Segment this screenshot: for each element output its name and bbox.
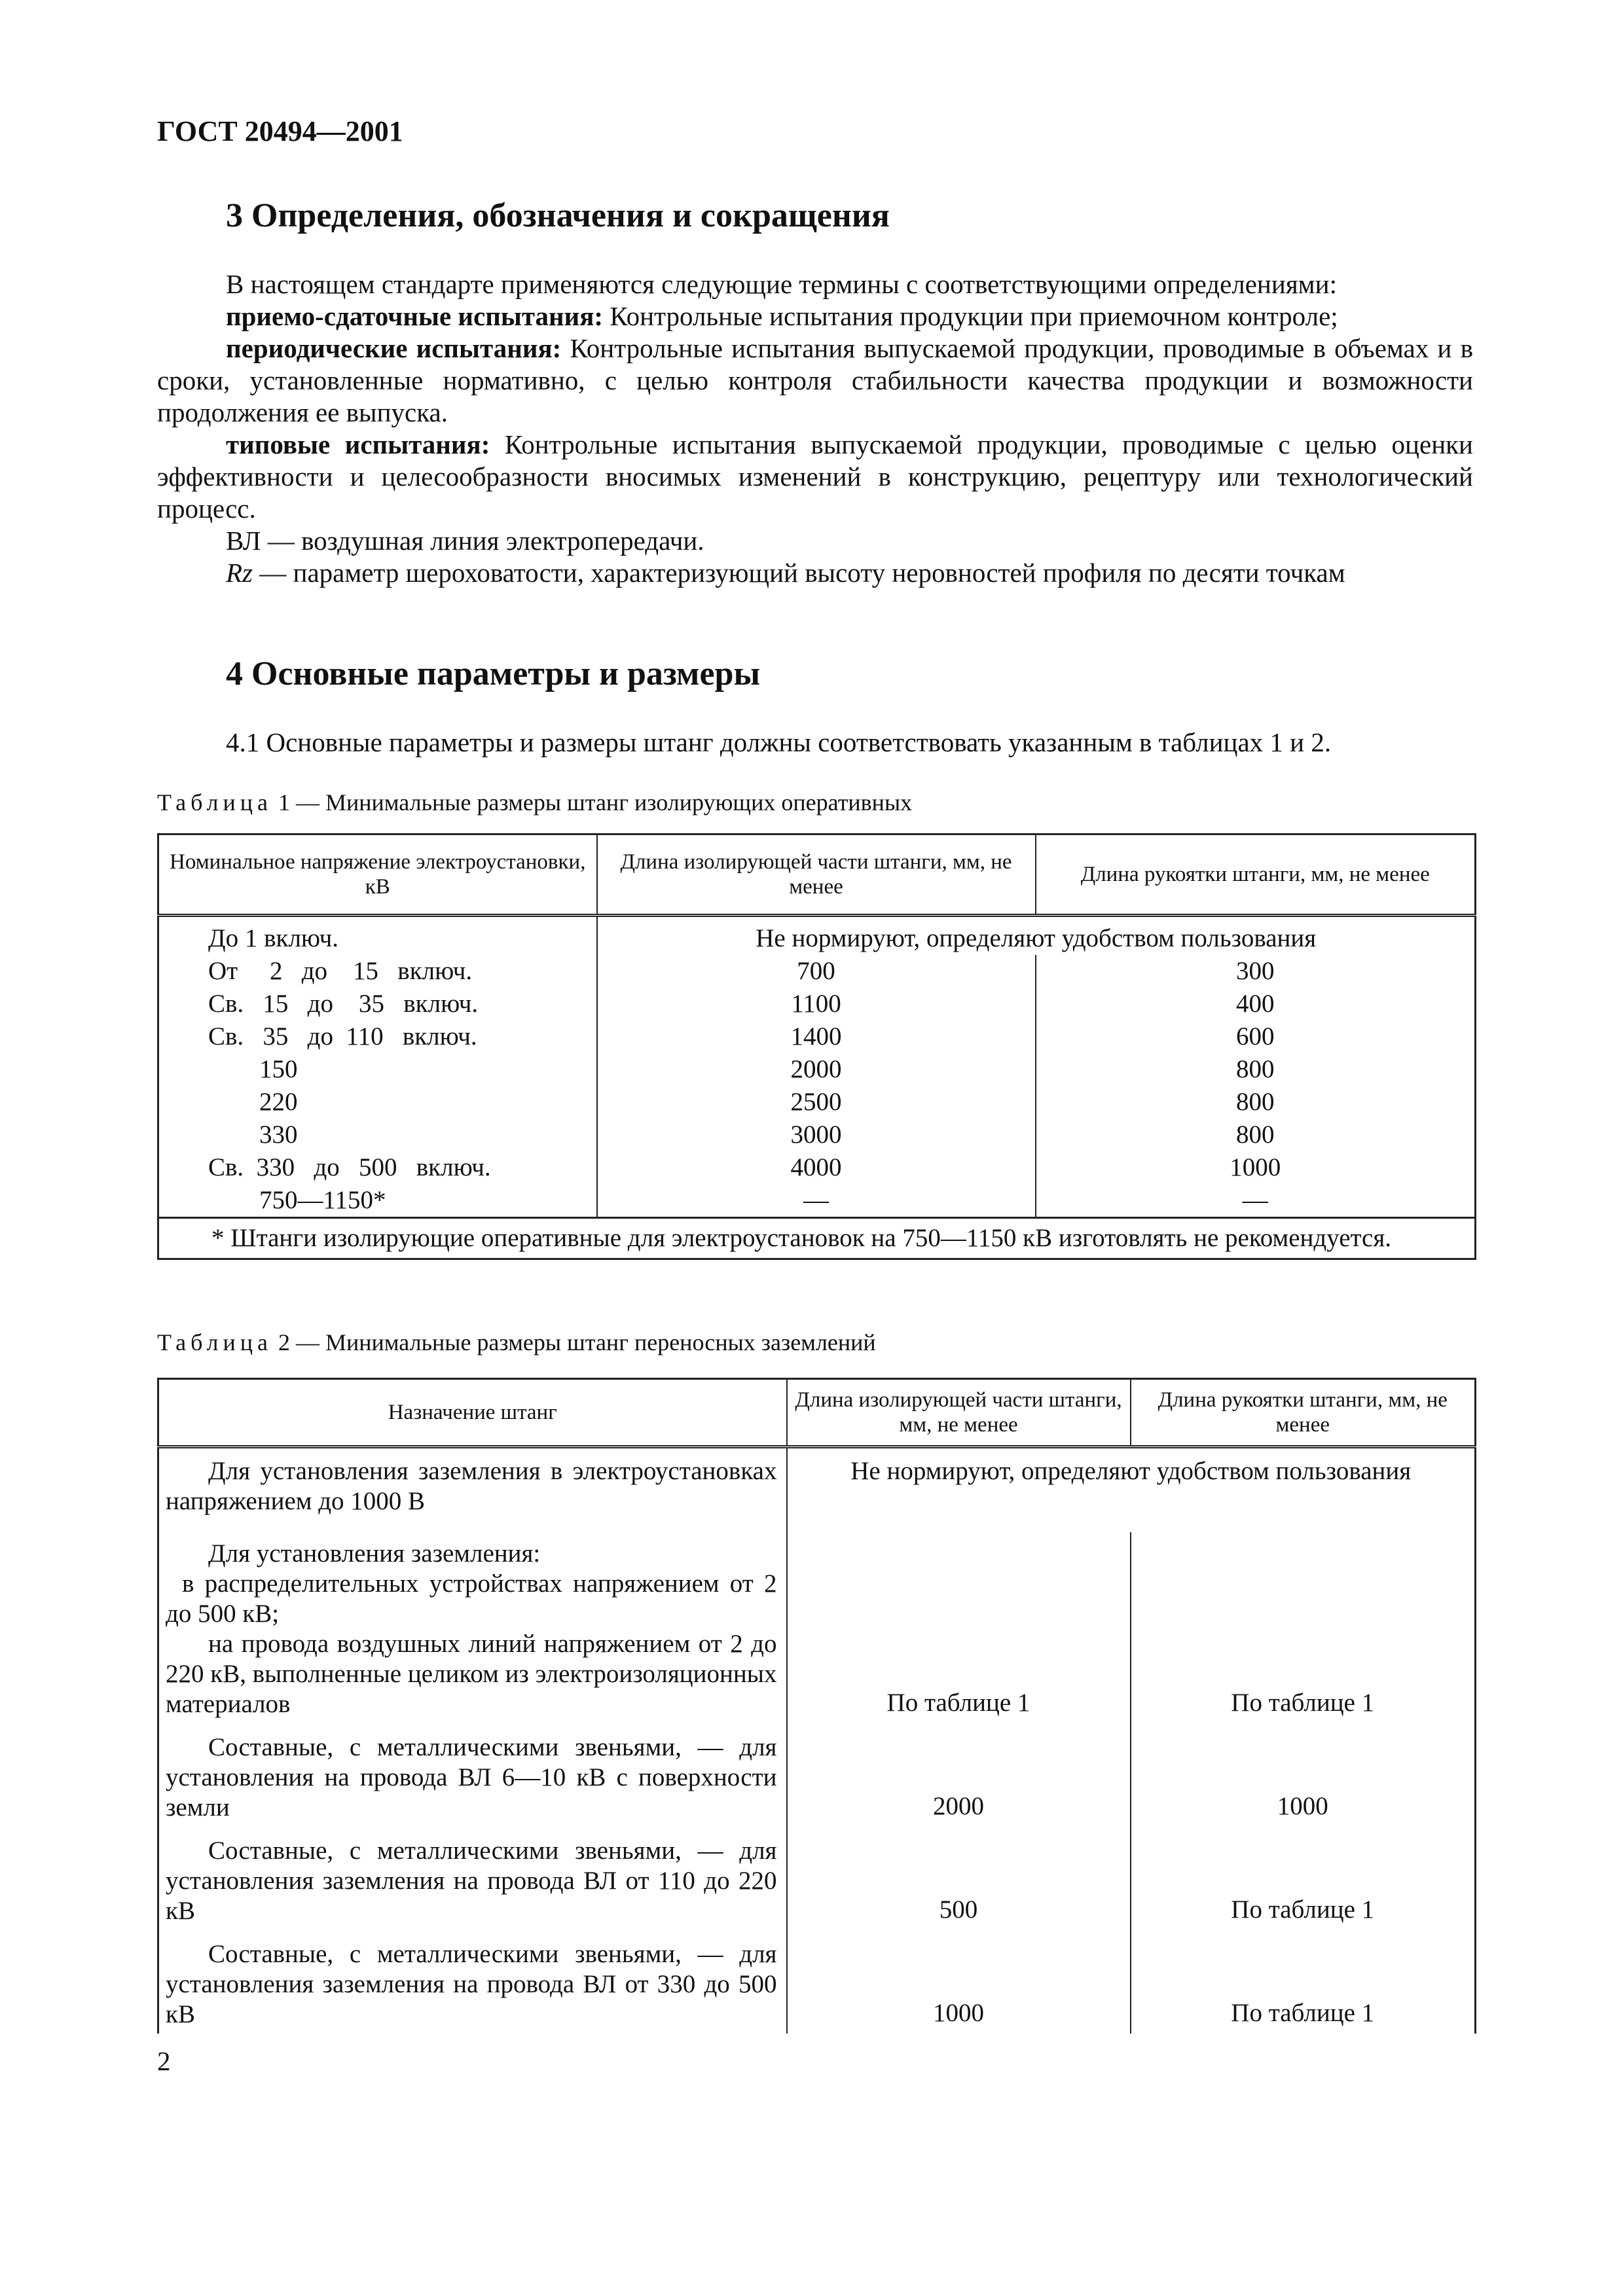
- length-cell: —: [597, 1184, 1036, 1218]
- handle-cell: 300: [1236, 957, 1275, 985]
- handle-cell: 600: [1236, 1022, 1275, 1050]
- page-number: 2: [157, 2046, 171, 2076]
- table-row: [158, 1532, 1476, 1726]
- purpose-cell: [158, 1726, 787, 1829]
- handle-cell: 800: [1236, 1121, 1275, 1149]
- table-1: [157, 833, 1476, 1260]
- section-4-title: 4 Основные параметры и размеры: [226, 655, 761, 692]
- purpose-cell: [158, 1933, 787, 2034]
- term-name: типовые испытания:: [226, 429, 490, 459]
- column-header: Назначение штанг: [158, 1379, 787, 1447]
- rz-symbol: Rz: [226, 558, 253, 588]
- term-definition: Контрольные испытания выпускаемой продукции, проводимые в объемах и в сроки, установленные нормативно, с целью контроля стабильности качества продукции и возможности продолжения ее выпуска.: [157, 333, 1473, 427]
- table-footnote: [158, 1218, 1476, 1259]
- purpose-text: на провода воздушных линий напряжением от 2 до 220 кВ, выполненные целиком из электроизоляционных материалов: [166, 1630, 777, 1718]
- section-3-intro: В настоящем стандарте применяются следующие термины с соответствующими определениями:: [226, 269, 1337, 299]
- purpose-text: Для установления заземления в электроустановках напряжением до 1000 В: [166, 1457, 777, 1515]
- handle-cell: —: [1242, 1186, 1268, 1214]
- length-cell: 4000: [597, 1151, 1036, 1184]
- caption-word: Таблица: [157, 789, 272, 816]
- table-row: [158, 1020, 1476, 1053]
- abbr-rz: [157, 557, 1473, 589]
- length-cell: 500: [939, 1895, 978, 1924]
- table-2: [157, 1378, 1476, 2034]
- table-row: [158, 955, 1476, 988]
- handle-cell: По таблице 1: [1131, 1829, 1476, 1933]
- table-row: [158, 1726, 1476, 1829]
- table-header-row: [158, 1379, 1476, 1447]
- purpose-cell: [158, 1447, 787, 1533]
- section-3-body: [157, 268, 1473, 589]
- term-name: приемо-сдаточные испытания:: [226, 301, 604, 331]
- table-header-row: [158, 834, 1476, 916]
- clause-4-1: 4.1 Основные параметры и размеры штанг должны соответствовать указанным в таблицах 1 и 2.: [226, 727, 1332, 757]
- table-row: [158, 1151, 1476, 1184]
- merged-cell: Не нормируют, определяют удобством пользования: [756, 924, 1317, 952]
- table-row: [158, 988, 1476, 1020]
- length-cell: 2500: [597, 1086, 1036, 1119]
- document-code: ГОСТ 20494—2001: [157, 115, 403, 147]
- purpose-cell: [158, 1829, 787, 1933]
- voltage-cell: 150: [158, 1053, 597, 1086]
- table-row: [158, 1053, 1476, 1086]
- column-header: Длина изолирующей части штанги, мм, не менее: [787, 1379, 1131, 1447]
- abbr-vl: ВЛ — воздушная линия электропередачи.: [226, 526, 704, 556]
- voltage-cell: Св. 330 до 500 включ.: [158, 1151, 597, 1184]
- length-cell: 2000: [597, 1053, 1036, 1086]
- length-cell: 1100: [597, 988, 1036, 1020]
- length-cell: 1400: [597, 1020, 1036, 1053]
- handle-cell: По таблице 1: [1131, 1933, 1476, 2034]
- voltage-cell: До 1 включ.: [158, 916, 597, 956]
- voltage-cell: 220: [158, 1086, 597, 1119]
- term-acceptance: [157, 300, 1473, 332]
- voltage-cell: От 2 до 15 включ.: [158, 955, 597, 988]
- purpose-text: Для установления заземления:: [208, 1539, 541, 1568]
- purpose-text: Составные, с металлическими звеньями, — для установления заземления на провода ВЛ от 110 до 220 кВ: [166, 1837, 777, 1925]
- voltage-cell: Св. 15 до 35 включ.: [158, 988, 597, 1020]
- voltage-cell: 750—1150*: [158, 1184, 597, 1218]
- term-definition: Контрольные испытания продукции при приемочном контроле;: [603, 301, 1338, 331]
- term-periodic: [157, 332, 1473, 429]
- table-row: [158, 1119, 1476, 1151]
- table-row: [158, 1086, 1476, 1119]
- section-3-title: 3 Определения, обозначения и сокращения: [226, 197, 890, 234]
- column-header: Длина рукоятки штанги, мм, не менее: [1131, 1379, 1476, 1447]
- purpose-text: в распределительных устройствах напряжением от 2 до 500 кВ;: [166, 1570, 777, 1628]
- section-4-body: [157, 726, 1473, 759]
- length-cell: 3000: [597, 1119, 1036, 1151]
- table-footnote-row: [158, 1218, 1476, 1259]
- merged-cell: Не нормируют, определяют удобством пользования: [850, 1457, 1412, 1485]
- rz-definition: — параметр шероховатости, характеризующий высоту неровностей профиля по десяти точкам: [253, 558, 1345, 588]
- table-row: [158, 1184, 1476, 1218]
- length-cell: 1000: [933, 1999, 984, 2027]
- handle-cell: 800: [1236, 1055, 1275, 1083]
- voltage-cell: Св. 35 до 110 включ.: [158, 1020, 597, 1053]
- purpose-text: Составные, с металлическими звеньями, — для установления на провода ВЛ 6—10 кВ с поверхности земли: [166, 1733, 777, 1821]
- caption-text: 1 — Минимальные размеры штанг изолирующих оперативных: [272, 789, 913, 816]
- table-row: [158, 1447, 1476, 1533]
- voltage-cell: 330: [158, 1119, 597, 1151]
- handle-cell: 1000: [1230, 1153, 1281, 1181]
- column-header: Длина рукоятки штанги, мм, не менее: [1036, 834, 1476, 916]
- caption-text: 2 — Минимальные размеры штанг переносных заземлений: [272, 1329, 876, 1355]
- footnote-text: * Штанги изолирующие оперативные для электроустановок на 750—1150 кВ изготовлять не рекомендуется.: [211, 1224, 1392, 1252]
- handle-cell: 800: [1236, 1088, 1275, 1116]
- column-header: Номинальное напряжение электроустановки, кВ: [158, 834, 597, 916]
- table-row: [158, 1933, 1476, 2034]
- length-cell: По таблице 1: [886, 1689, 1030, 1717]
- table-1-caption: [157, 789, 912, 816]
- length-cell: 2000: [933, 1792, 984, 1820]
- column-header: Длина изолирующей части штанги, мм, не менее: [597, 834, 1036, 916]
- term-name: периодические испытания:: [226, 333, 562, 363]
- purpose-cell: [158, 1532, 787, 1726]
- term-type: [157, 429, 1473, 525]
- term-definition: Контрольные испытания выпускаемой продукции, проводимые с целью оценки эффективности и целесообразности вносимых изменений в конструкцию, рецептуру или технологический процесс.: [157, 429, 1473, 524]
- table-row: [158, 1829, 1476, 1933]
- handle-cell: 400: [1236, 990, 1275, 1018]
- table-2-caption: [157, 1329, 876, 1356]
- handle-cell: По таблице 1: [1131, 1532, 1476, 1726]
- caption-word: Таблица: [157, 1329, 272, 1355]
- table-row: [158, 916, 1476, 956]
- handle-cell: 1000: [1131, 1726, 1476, 1829]
- length-cell: 700: [597, 955, 1036, 988]
- purpose-text: Составные, с металлическими звеньями, — для установления заземления на провода ВЛ от 330 до 500 кВ: [166, 1940, 777, 2028]
